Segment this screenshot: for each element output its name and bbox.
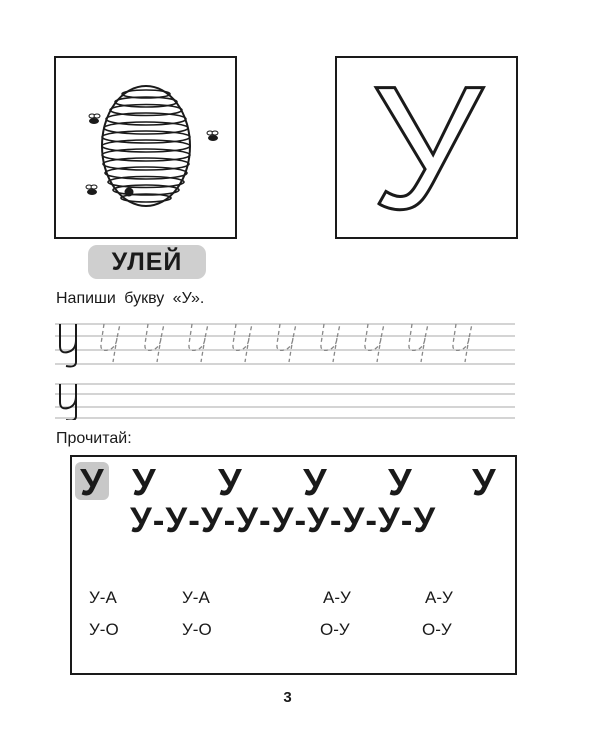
- syllable: О-У: [422, 620, 452, 639]
- read-letter: У: [303, 462, 327, 504]
- syllable: А-У: [323, 588, 351, 607]
- page-number: 3: [283, 689, 292, 706]
- letter-outline: [337, 58, 516, 237]
- read-letter: У: [472, 462, 496, 504]
- syllable: У-А: [89, 588, 117, 607]
- syllable: У-О: [89, 620, 119, 639]
- read-letter: У: [388, 462, 412, 504]
- beehive-icon: [56, 58, 235, 237]
- syllable: А-У: [425, 588, 453, 607]
- syllable: О-У: [320, 620, 350, 639]
- read-letter: У: [132, 462, 156, 504]
- letter-chain: У-У-У-У-У-У-У-У-У: [130, 501, 437, 540]
- picture-frame: [54, 56, 237, 239]
- outlined-letter: У: [371, 58, 483, 237]
- highlighted-letter: У: [80, 462, 104, 504]
- write-instruction: Напиши букву «У».: [56, 290, 205, 307]
- bee-icon: [89, 114, 100, 124]
- read-letter: У: [218, 462, 242, 504]
- syllable: У-О: [182, 620, 212, 639]
- handwriting-lines: [0, 310, 600, 420]
- read-instruction: Прочитай:: [56, 430, 132, 447]
- bee-icon: [207, 131, 218, 141]
- bee-icon: [86, 185, 97, 195]
- letter-frame: [335, 56, 518, 239]
- syllable: У-А: [182, 588, 210, 607]
- word-badge: УЛЕЙ: [88, 245, 206, 279]
